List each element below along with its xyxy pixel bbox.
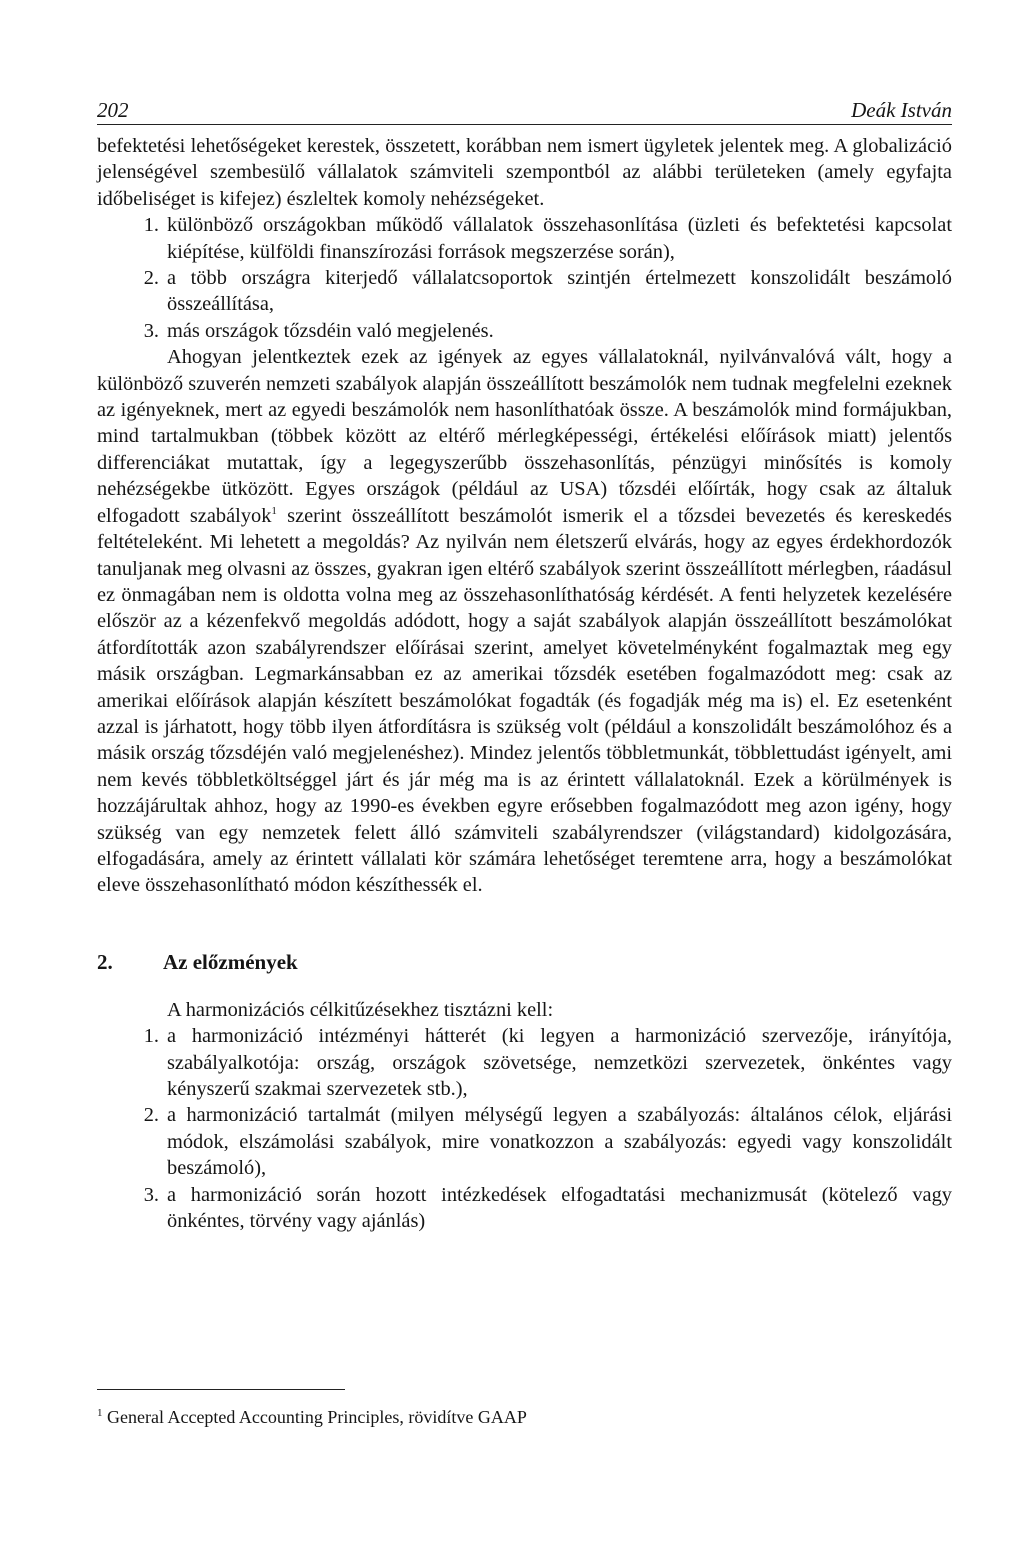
footnote-text: General Accepted Accounting Principles, rövidítve GAAP xyxy=(107,1407,527,1427)
section-list xyxy=(97,1023,952,1234)
section-body xyxy=(97,997,952,1235)
list-item xyxy=(97,1182,952,1235)
list-text: a több országra kiterjedő vállalatcsoportok szintjén értelmezett konszolidált beszámoló összeállítása, xyxy=(167,267,952,316)
footnote xyxy=(97,1406,527,1428)
list-text: különböző országokban működő vállalatok összehasonlítása (üzleti és befektetési kapcsolat kiépítése, külföldi finanszírozási források megszerzése során), xyxy=(167,214,952,263)
section-number: 2. xyxy=(97,949,113,974)
list-number: 2. xyxy=(143,267,159,290)
main-paragraph-part1: Ahogyan jelentkeztek ezek az igények az egyes vállalatoknál, nyilvánvalóvá vált, hogy a különböző szuverén nemzeti szabályok alapján összeállított beszámolók nem tudnak megfelelni ezeknek az igényeknek, mert az egyedi beszámolók nem hasonlíthatóak össze. A beszámolók mind formájukban, mind tartalmukban (többek között az eltérő mérlegképességi, értékelési előírások miatt) jelentős differenciákat mutattak, így a legegyszerűbb összehasonlítás, pénzügyi minősítés is komoly nehézségekbe ütközött. Egyes országok (például az USA) tőzsdéi előírták, hogy csak az általuk elfogadott szabályok xyxy=(97,346,952,527)
list-text: a harmonizáció intézményi hátterét (ki legyen a harmonizáció szervezője, irányítója, szabályalkotója: ország, országok szövetsége, nemzetközi szervezetek, önkéntes vagy kényszerű szakmai szervezetek stb.), xyxy=(167,1025,952,1100)
footnote-reference[interactable]: 1 xyxy=(271,504,277,517)
page xyxy=(97,98,952,1234)
running-header xyxy=(97,98,952,125)
list-text: a harmonizáció során hozott intézkedések elfogadtatási mechanizmusát (kötelező vagy önkéntes, törvény vagy ajánlás) xyxy=(167,1183,952,1233)
intro-paragraph: befektetési lehetőségeket kerestek, összetett, korábban nem ismert ügyletek jelentek meg. A globalizáció jelenségével szembesülő vállalatok számviteli szempontból az alábbi területeken (amely egyfajta időbeliséget is kifejez) észleltek komoly nehézségeket. xyxy=(97,135,952,210)
list-item xyxy=(97,318,952,344)
main-paragraph-part2: szerint összeállított beszámolót ismerik el a tőzsdei bevezetés és kereskedés feltételeként. Mi lehetett a megoldás? Az nyilván nem életszerű elvárás, hogy az egyes érdekhordozók tanuljanak meg olvasni az összes, gyakran igen eltérő szabályok szerint összeállított mérlegben, ráadásul ez önmagában nem is oldotta volna meg az összehasonlíthatóság kérdését. A fenti helyzetek kezelésére először az a kézenfekvő megoldás adódott, hogy a saját szabályok alapján összeállított beszámolókat átfordították azon szabályrendszer előírásai szerint, amelyet követelményként fogalmaztak meg egy másik országban. Legmarkánsabban ez az amerikai tőzsdék esetében fogalmazódott meg: csak az amerikai előírások alapján készített beszámolókat fogadták (és fogadják még ma is) el. Ez esetenként azzal is járhatott, hogy több ilyen átfordításra is szükség volt (például a konszolidált beszámolóhoz és a másik ország tőzsdéjén való megjelenéshez). Mindez jelentős többletmunkát, többlettudást igényelt, ami nem kevés többletköltséggel járt és jár még ma is az érintett vállalatoknál. Ezek a körülmények is hozzájárultak ahhoz, hogy az 1990-es években egyre erősebben fogalmazódott meg azon igény, hogy szükség van egy nemzetek felett álló számviteli szabályrendszer (világstandard) kidolgozására, elfogadására, amely az érintett vállalati kör számára lehetőséget teremtene arra, hogy a beszámolókat eleve összehasonlítható módon készíthessék el. xyxy=(97,504,952,897)
list-item xyxy=(97,212,952,265)
list-number: 3. xyxy=(143,319,159,342)
section-lead: A harmonizációs célkitűzésekhez tisztázni kell: xyxy=(167,998,554,1021)
list-item xyxy=(97,1102,952,1181)
intro-list xyxy=(97,212,952,344)
list-number: 2. xyxy=(143,1104,159,1127)
body-text xyxy=(97,133,952,899)
footnote-marker: 1 xyxy=(97,1407,103,1419)
author-name: Deák István xyxy=(851,98,952,122)
list-text: más országok tőzsdéin való megjelenés. xyxy=(167,319,494,342)
list-number: 3. xyxy=(143,1183,159,1206)
footnote-divider xyxy=(97,1389,345,1390)
section-title: Az előzmények xyxy=(163,949,298,974)
page-number: 202 xyxy=(97,98,129,122)
list-item xyxy=(97,1023,952,1102)
list-item xyxy=(97,265,952,318)
main-paragraph xyxy=(97,344,952,899)
list-number: 1. xyxy=(143,1025,159,1048)
list-text: a harmonizáció tartalmát (milyen mélységű legyen a szabályozás: általános célok, eljárási módok, elszámolási szabályok, mire vonatkozzon a szabályozás: egyedi vagy konszolidált beszámoló), xyxy=(167,1104,952,1180)
section-heading xyxy=(97,949,952,975)
list-number: 1. xyxy=(143,214,159,237)
